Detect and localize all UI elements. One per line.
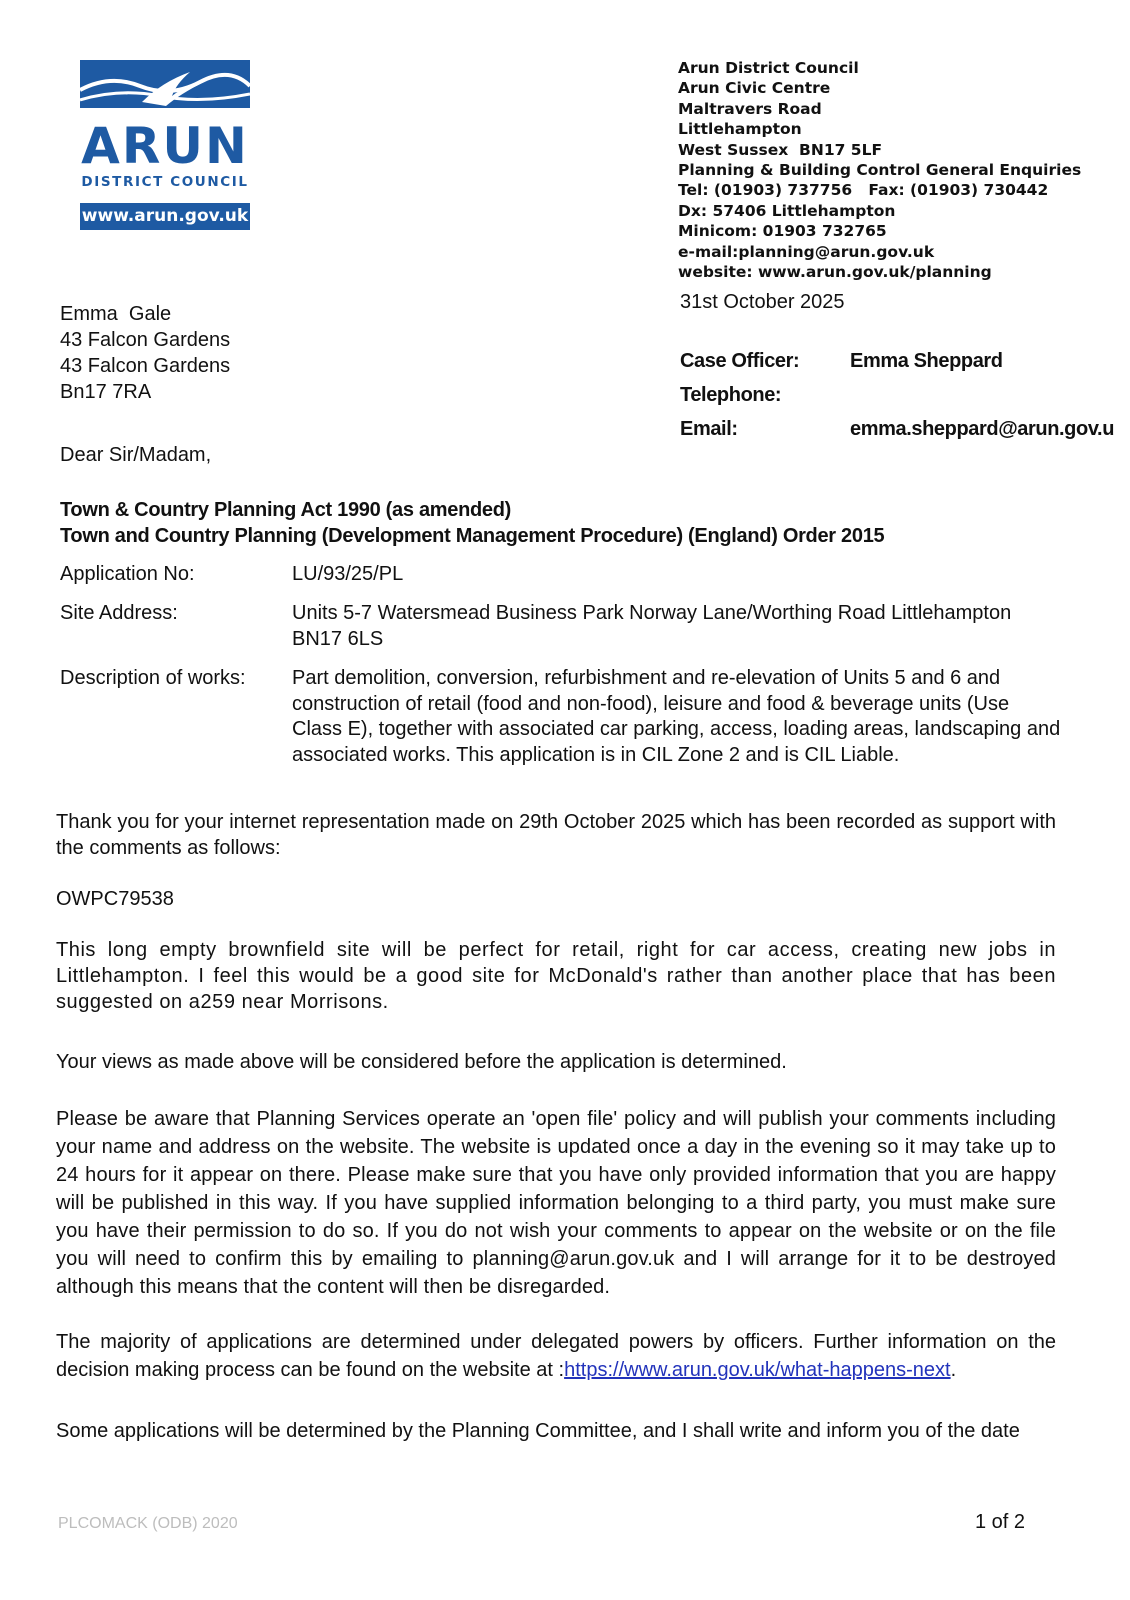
delegated-powers-suffix: .	[950, 1359, 957, 1381]
comment-paragraph: This long empty brownfield site will be perfect for retail, right for car access, creating new jobs in Littlehampton. I feel this would be a good site for McDonald's rather than another place that has been suggested on a259 near Morrisons.	[56, 939, 1056, 1013]
recipient-line: Bn17 7RA	[60, 381, 152, 403]
council-address-line: West Sussex BN17 5LF	[678, 140, 883, 159]
council-address-line: Arun Civic Centre	[678, 79, 831, 98]
bird-wave-icon	[80, 60, 250, 108]
council-address-line: website: www.arun.gov.uk/planning	[678, 263, 992, 282]
council-address-block	[678, 58, 1081, 282]
council-address-line: Tel: (01903) 737756 Fax: (01903) 730442	[678, 181, 1049, 200]
delegated-powers-text: The majority of applications are determined under delegated powers by officers. Further information on the decision making process can be found on the website at :	[56, 1331, 1056, 1381]
council-address-line: Arun District Council	[678, 59, 859, 77]
legislation-heading	[60, 497, 884, 549]
letter-date: 31st October 2025	[680, 291, 845, 313]
council-address-line: Minicom: 01903 732765	[678, 222, 887, 241]
application-no-label: Application No:	[60, 563, 195, 585]
telephone-label: Telephone:	[680, 384, 782, 406]
thanks-paragraph: Thank you for your internet representation made on 29th October 2025 which has been recorded as support with the comments as follows:	[56, 811, 1056, 859]
council-address-line: Dx: 57406 Littlehampton	[678, 201, 896, 220]
council-address-line: Planning & Building Control General Enquiries	[678, 161, 1082, 180]
salutation: Dear Sir/Madam,	[60, 444, 212, 466]
case-officer-label: Case Officer:	[680, 350, 800, 372]
telephone-row	[680, 384, 781, 407]
recipient-line: Emma Gale	[60, 303, 172, 325]
recipient-address	[60, 301, 230, 405]
committee-paragraph: Some applications will be determined by the Planning Committee, and I shall write and inform you of the date	[56, 1420, 1020, 1442]
site-address-label: Site Address:	[60, 602, 178, 624]
council-address-line: Maltravers Road	[678, 99, 822, 118]
logo-subtitle: DISTRICT COUNCIL	[81, 174, 249, 190]
what-happens-next-link[interactable]: https://www.arun.gov.uk/what-happens-next	[564, 1359, 951, 1381]
council-address-line: e-mail:planning@arun.gov.uk	[678, 242, 935, 261]
council-address-line: Littlehampton	[678, 120, 802, 139]
site-address-value: Units 5-7 Watersmead Business Park Norway Lane/Worthing Road Littlehampton BN17 6LS	[292, 602, 1012, 650]
description-value: Part demolition, conversion, refurbishment and re-elevation of Units 5 and 6 and construction of retail (food and non-food), leisure and food & beverage units (Use Class E), together with associated car parking, access, loading areas, landscaping and associated works. This application is in CIL Zone 2 and is CIL Liable.	[292, 667, 1061, 766]
order-title: Town and Country Planning (Development Management Procedure) (England) Order 2015	[60, 525, 885, 547]
email-value[interactable]: emma.sheppard@arun.gov.u	[850, 418, 1115, 440]
email-row	[680, 418, 738, 441]
case-officer-value: Emma Sheppard	[850, 350, 1003, 372]
footer-form-code: PLCOMACK (ODB) 2020	[58, 1515, 238, 1532]
council-logo	[80, 60, 250, 230]
delegated-powers-paragraph	[56, 1328, 1056, 1384]
act-title: Town & Country Planning Act 1990 (as amended)	[60, 499, 512, 521]
views-paragraph: Your views as made above will be considered before the application is determined.	[56, 1051, 787, 1073]
recipient-line: 43 Falcon Gardens	[60, 329, 231, 351]
representation-reference: OWPC79538	[56, 888, 174, 910]
case-officer-row	[680, 350, 799, 373]
page-number: 1 of 2	[975, 1511, 1026, 1533]
logo-url: www.arun.gov.uk	[80, 203, 250, 230]
recipient-line: 43 Falcon Gardens	[60, 355, 231, 377]
open-file-paragraph: Please be aware that Planning Services operate an 'open file' policy and will publish your comments including your name and address on the website. The website is updated once a day in the evening so it may take up to 24 hours for it appear on there. Please make sure that you have only provided information that you are happy will be published in this way. If you have supplied information belonging to a third party, you must make sure you have their permission to do so. If you do not wish your comments to appear on the website or on the file you will need to confirm this by emailing to planning@arun.gov.uk and I will arrange for it to be destroyed although this means that the content will then be disregarded.	[56, 1108, 1056, 1298]
logo-wordmark: ARUN	[81, 117, 249, 175]
email-label: Email:	[680, 418, 738, 440]
description-label: Description of works:	[60, 667, 246, 689]
application-no-value: LU/93/25/PL	[292, 563, 404, 585]
